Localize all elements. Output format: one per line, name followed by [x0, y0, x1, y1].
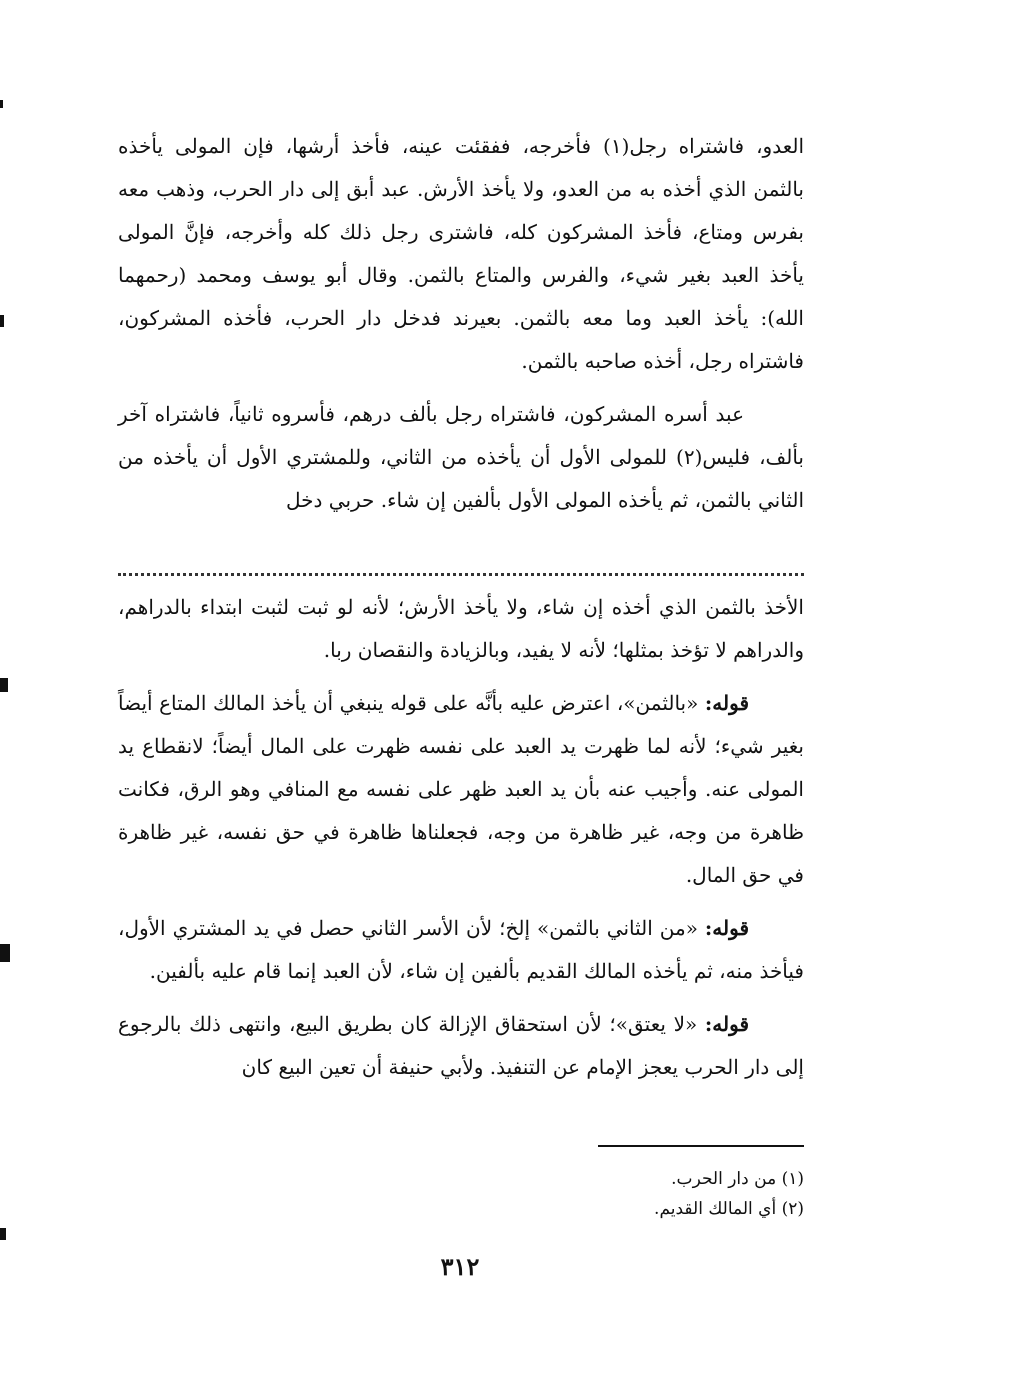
page-number: ٣١٢	[440, 1252, 480, 1281]
commentary-paragraph-4	[118, 1003, 804, 1089]
footnote-1: (١) من دار الحرب.	[671, 1169, 804, 1189]
main-paragraph-1: العدو، فاشتراه رجل(١) فأخرجه، ففقئت عينه، فأخذ أرشها، فإن المولى يأخذه بالثمن الذي أخذه به من العدو، ولا يأخذ الأرش. عبد أبق إلى دار الحرب، وذهب معه بفرس ومتاع، فأخذ المشركون كله، فاشترى رجل ذلك كله وأخرجه، فإنَّ المولى يأخذ العبد بغير شيء، والفرس والمتاع بالثمن. وقال أبو يوسف ومحمد (رحمهما الله): يأخذ العبد وما معه بالثمن. بعيرند فدخل دار الحرب، فأخذه المشركون، فاشتراه رجل، أخذه صاحبه بالثمن.	[118, 134, 805, 373]
footnote-2: (٢) أي المالك القديم.	[654, 1199, 804, 1219]
commentary-paragraph-3	[118, 907, 804, 993]
commentary-body-2: «بالثمن»، اعترض عليه بأنَّه على قوله ينبغي أن يأخذ المالك المتاع أيضاً بغير شيء؛ لأنه لما ظهرت يد العبد على نفسه ظهرت على المال أيضاً؛ لانقطاع يد المولى عنه. وأجيب عنه بأن يد العبد ظهر على نفسه مع المنافي وهو الرق، فكانت ظاهرة من وجه، غير ظاهرة من وجه، فجعلناها ظاهرة في حق نفسه، غير ظاهرة في حق المال.	[118, 691, 804, 887]
commentary-lead-4: قوله:	[704, 1012, 750, 1036]
main-paragraph-2: عبد أسره المشركون، فاشتراه رجل بألف درهم، فأسروه ثانياً، فاشتراه آخر بألف، فليس(٢) للمولى الأول أن يأخذه من الثاني، وللمشتري الأول أن يأخذه من الثاني بالثمن، ثم يأخذه المولى الأول بألفين إن شاء. حربي دخل	[118, 402, 804, 512]
scan-artifact-mark	[0, 315, 4, 327]
dotted-separator	[118, 559, 804, 576]
commentary-body-3: «من الثاني بالثمن» إلخ؛ لأن الأسر الثاني حصل في يد المشتري الأول، فيأخذ منه، ثم يأخذه المالك القديم بألفين إن شاء، لأن العبد إنما قام عليه بألفين.	[118, 916, 804, 983]
footnote-rule	[598, 1145, 804, 1147]
scan-artifact-mark	[0, 1228, 6, 1240]
scan-artifact-mark	[0, 678, 8, 692]
commentary-text	[118, 586, 804, 1089]
footnotes	[400, 1164, 804, 1224]
commentary-lead-2: قوله:	[704, 691, 750, 715]
scan-artifact-mark	[0, 100, 3, 108]
commentary-body-4: «لا يعتق»؛ لأن استحقاق الإزالة كان بطريق البيع، وانتهى ذلك بالرجوع إلى دار الحرب يعجز الإمام عن التنفيذ. ولأبي حنيفة أن تعين البيع كان	[118, 1012, 804, 1079]
commentary-paragraph-2	[118, 682, 804, 897]
commentary-lead-3: قوله:	[704, 916, 749, 940]
main-text	[118, 125, 804, 522]
commentary-paragraph-1: الأخذ بالثمن الذي أخذه إن شاء، ولا يأخذ الأرش؛ لأنه لو ثبت لثبت ابتداء بالدراهم، والدراهم لا تؤخذ بمثلها؛ لأنه لا يفيد، وبالزيادة والنقصان ربا.	[118, 595, 804, 662]
scan-artifact-mark	[0, 944, 10, 962]
